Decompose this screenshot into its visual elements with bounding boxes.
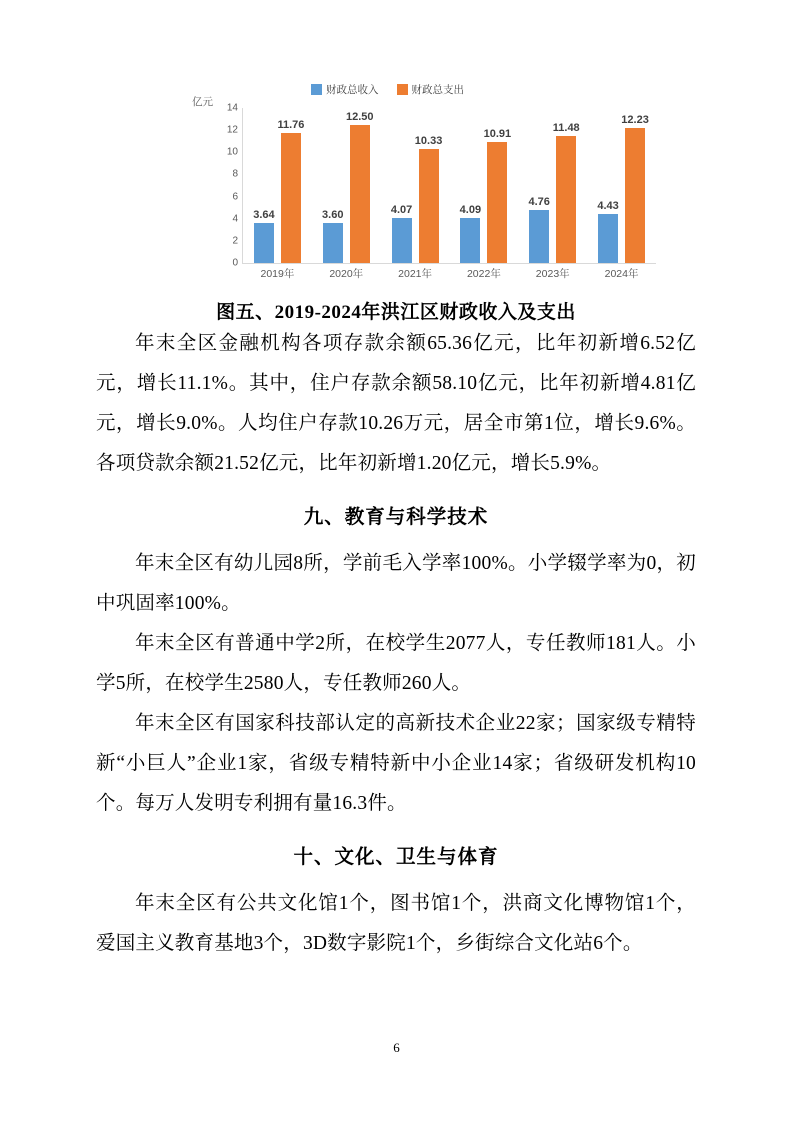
x-tick-label: 2024年 (604, 268, 639, 280)
bar-group (449, 108, 518, 263)
bar-value-label: 4.43 (597, 200, 619, 212)
bar-value-label: 11.48 (552, 121, 580, 134)
x-tick-label: 2021年 (398, 268, 432, 280)
paragraph-schools: 年末全区有普通中学2所，在校学生2077人，专任教师181人。小学5所，在校学生2580人，专任教师260人。 (96, 633, 696, 694)
bar-expenditure (277, 118, 305, 263)
x-axis-line (242, 263, 656, 264)
paragraph-kindergarten: 年末全区有幼儿园8所，学前毛入学率100%。小学辍学率为0，初中巩固率100%。 (96, 553, 696, 614)
x-tick-label: 2020年 (329, 268, 364, 280)
y-tick: 4 (232, 213, 238, 225)
bar-value-label: 3.64 (253, 208, 275, 221)
bar-expenditure (621, 113, 649, 263)
x-tick-label: 2022年 (466, 268, 501, 280)
x-axis-labels (243, 266, 656, 281)
legend-swatch-expenditure (397, 84, 408, 95)
bar-expenditure (552, 121, 580, 263)
bar-group (381, 108, 450, 263)
bar-group (587, 108, 656, 263)
bar-chart (96, 60, 696, 285)
y-tick: 14 (226, 102, 238, 114)
section-heading-education: 九、教育与科学技术 (303, 507, 489, 528)
bar-income (459, 203, 482, 263)
bar-value-label: 4.76 (528, 196, 550, 209)
page-number: 6 (393, 1040, 400, 1055)
chart-plot-area (216, 102, 656, 280)
paragraph-technology: 年末全区有国家科技部认定的高新技术企业22家；国家级专精特新“小巨人”企业1家，省级专精特新中小企业14家；省级研发机构10个。每万人发明专利拥有量16.3件。 (96, 713, 696, 814)
bar-group (518, 108, 587, 263)
y-tick: 2 (232, 235, 238, 247)
page-content (96, 60, 696, 964)
bar-value-label: 12.23 (621, 113, 649, 126)
legend-item-income (311, 82, 379, 97)
legend-swatch-income (311, 84, 322, 95)
bar-income (322, 209, 344, 263)
y-tick: 0 (232, 257, 238, 269)
legend-label-income: 财政总收入 (326, 84, 379, 96)
y-axis (216, 102, 242, 269)
bar-expenditure (345, 110, 374, 263)
bar-value-label: 12.50 (345, 110, 374, 123)
x-tick-label: 2019年 (260, 268, 295, 280)
bar-value-label: 4.09 (459, 203, 482, 216)
y-tick: 10 (226, 146, 238, 158)
bar-value-label: 4.07 (390, 203, 413, 216)
bar-value-label: 3.60 (322, 209, 344, 222)
y-axis-unit: 亿元 (192, 96, 213, 108)
bar-value-label: 10.33 (414, 134, 443, 147)
y-tick: 12 (226, 124, 238, 136)
figure-caption: 图五、2019-2024年洪江区财政收入及支出 (216, 302, 576, 323)
bar-income (390, 203, 413, 263)
chart-legend (311, 82, 464, 97)
bar-income (528, 196, 550, 263)
bar-group (312, 108, 381, 263)
chart-bars (243, 108, 656, 263)
x-tick-label: 2023年 (535, 268, 570, 280)
bar-value-label: 11.76 (277, 118, 305, 131)
y-tick: 8 (232, 168, 238, 180)
bar-expenditure (483, 128, 512, 263)
paragraph-culture: 年末全区有公共文化馆1个，图书馆1个，洪商文化博物馆1个，爱国主义教育基地3个，3D数字影院1个，乡街综合文化站6个。 (96, 893, 696, 954)
bar-value-label: 10.91 (483, 128, 512, 141)
bar-income (597, 200, 619, 263)
paragraph-finance: 年末全区金融机构各项存款余额65.36亿元，比年初新增6.52亿元，增长11.1%。其中，住户存款余额58.10亿元，比年初新增4.81亿元，增长9.0%。人均住户存款10.26万元，居全市第1位，增长9.6%。各项贷款余额21.52亿元，比年初新增1.20亿元，增长5.9%。 (96, 333, 696, 474)
y-tick: 6 (232, 191, 238, 203)
legend-label-expenditure: 财政总支出 (411, 84, 464, 96)
bar-group (243, 108, 312, 263)
bar-income (253, 208, 275, 263)
section-heading-culture: 十、文化、卫生与体育 (293, 847, 499, 868)
legend-item-expenditure (397, 82, 465, 97)
bar-expenditure (414, 134, 443, 263)
